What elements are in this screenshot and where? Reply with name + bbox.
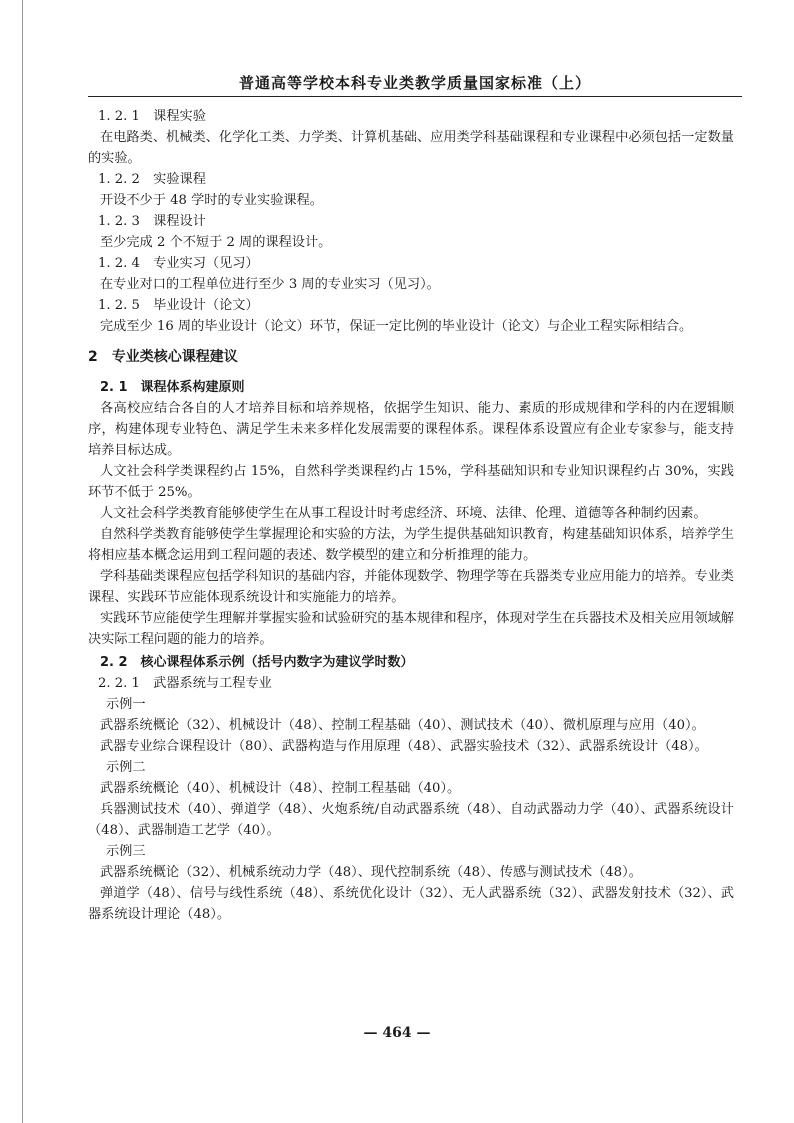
paragraph: 武器系统概论（32）、机械设计（48）、控制工程基础（40）、测试技术（40）、微机原理与应用（40）。 xyxy=(100,718,705,733)
paragraph: 至少完成 2 个不短于 2 周的课程设计。 xyxy=(100,235,332,250)
paragraph: 武器系统概论（40）、机械设计（48）、控制工程基础（40）。 xyxy=(100,781,461,796)
header-title: 普通高等学校本科专业类教学质量国家标准（上） xyxy=(238,74,591,92)
page-number: — 464 — xyxy=(363,1025,431,1041)
paragraph: 自然科学类教育能够使学生掌握理论和实验的方法，为学生提供基础知识教育，构建基础知识体系，培养学生将相应基本概念运用到工程问题的表述、数学模型的建立和分析推理的能力。 xyxy=(88,527,734,563)
paragraph: 兵器测试技术（40）、弹道学（48）、火炮系统/自动武器系统（48）、自动武器动力学（40）、武器系统设计（48）、武器制造工艺学（40）。 xyxy=(88,802,734,838)
paragraph: 武器专业综合课程设计（80）、武器构造与作用原理（48）、武器实验技术（32）、武器系统设计（48）。 xyxy=(100,739,708,754)
paragraph: 人文社会科学类课程约占 15%，自然科学类课程约占 15%，学科基础知识和专业知识课程约占 30%，实践环节不低于 25%。 xyxy=(88,464,734,500)
paragraph: 人文社会科学类教育能够使学生在从事工程设计时考虑经济、环境、法律、伦理、道德等各种制约因素。 xyxy=(100,506,707,521)
paragraph: 各高校应结合各自的人才培养目标和培养规格，依据学生知识、能力、素质的形成规律和学科的内在逻辑顺序，构建体现专业特色、满足学生未来多样化发展需要的课程体系。课程体系设置应有企业专家参与，能支持培养目标达成。 xyxy=(88,401,734,458)
paragraph: 实践环节应能使学生理解并掌握实验和试验研究的基本规律和程序，体现对学生在兵器技术及相关应用领域解决实际工程问题的能力的培养。 xyxy=(88,611,734,647)
body-text xyxy=(88,106,734,925)
paragraph: 在电路类、机械类、化学化工类、力学类、计算机基础、应用类学科基础课程和专业课程中必须包括一定数量的实验。 xyxy=(88,130,734,166)
clause-heading: 1. 2. 1 课程实验 xyxy=(98,109,206,124)
paragraph: 在专业对口的工程单位进行至少 3 周的专业实习（见习）。 xyxy=(100,277,440,292)
clause-heading: 2. 2. 1 武器系统与工程专业 xyxy=(98,676,272,691)
clause-heading: 1. 2. 2 实验课程 xyxy=(98,172,206,187)
paragraph: 武器系统概论（32）、机械系统动力学（48）、现代控制系统（48）、传感与测试技术（48）。 xyxy=(100,865,642,880)
clause-heading: 1. 2. 4 专业实习（见习） xyxy=(98,256,259,271)
paragraph: 示例一 xyxy=(106,697,146,712)
subsection-heading: 2. 2 核心课程体系示例（括号内数字为建议学时数） xyxy=(100,655,414,670)
paragraph: 示例三 xyxy=(106,844,146,859)
paragraph: 弹道学（48）、信号与线性系统（48）、系统优化设计（32）、无人武器系统（32）、武器发射技术（32）、武器系统设计理论（48）。 xyxy=(88,886,734,922)
page-edge-line xyxy=(22,0,23,1123)
clause-heading: 1. 2. 5 毕业设计（论文） xyxy=(98,298,259,313)
paragraph: 开设不少于 48 学时的专业实验课程。 xyxy=(100,193,323,208)
running-header xyxy=(88,72,742,97)
section-heading: 2 专业类核心课程建议 xyxy=(88,349,238,365)
clause-heading: 1. 2. 3 课程设计 xyxy=(98,214,206,229)
subsection-heading: 2. 1 课程体系构建原则 xyxy=(100,380,245,395)
paragraph: 完成至少 16 周的毕业设计（论文）环节，保证一定比例的毕业设计（论文）与企业工程实际相结合。 xyxy=(100,319,693,334)
paragraph: 示例二 xyxy=(106,760,146,775)
paragraph: 学科基础类课程应包括学科知识的基础内容，并能体现数学、物理学等在兵器类专业应用能力的培养。专业类课程、实践环节应能体现系统设计和实施能力的培养。 xyxy=(88,569,734,605)
